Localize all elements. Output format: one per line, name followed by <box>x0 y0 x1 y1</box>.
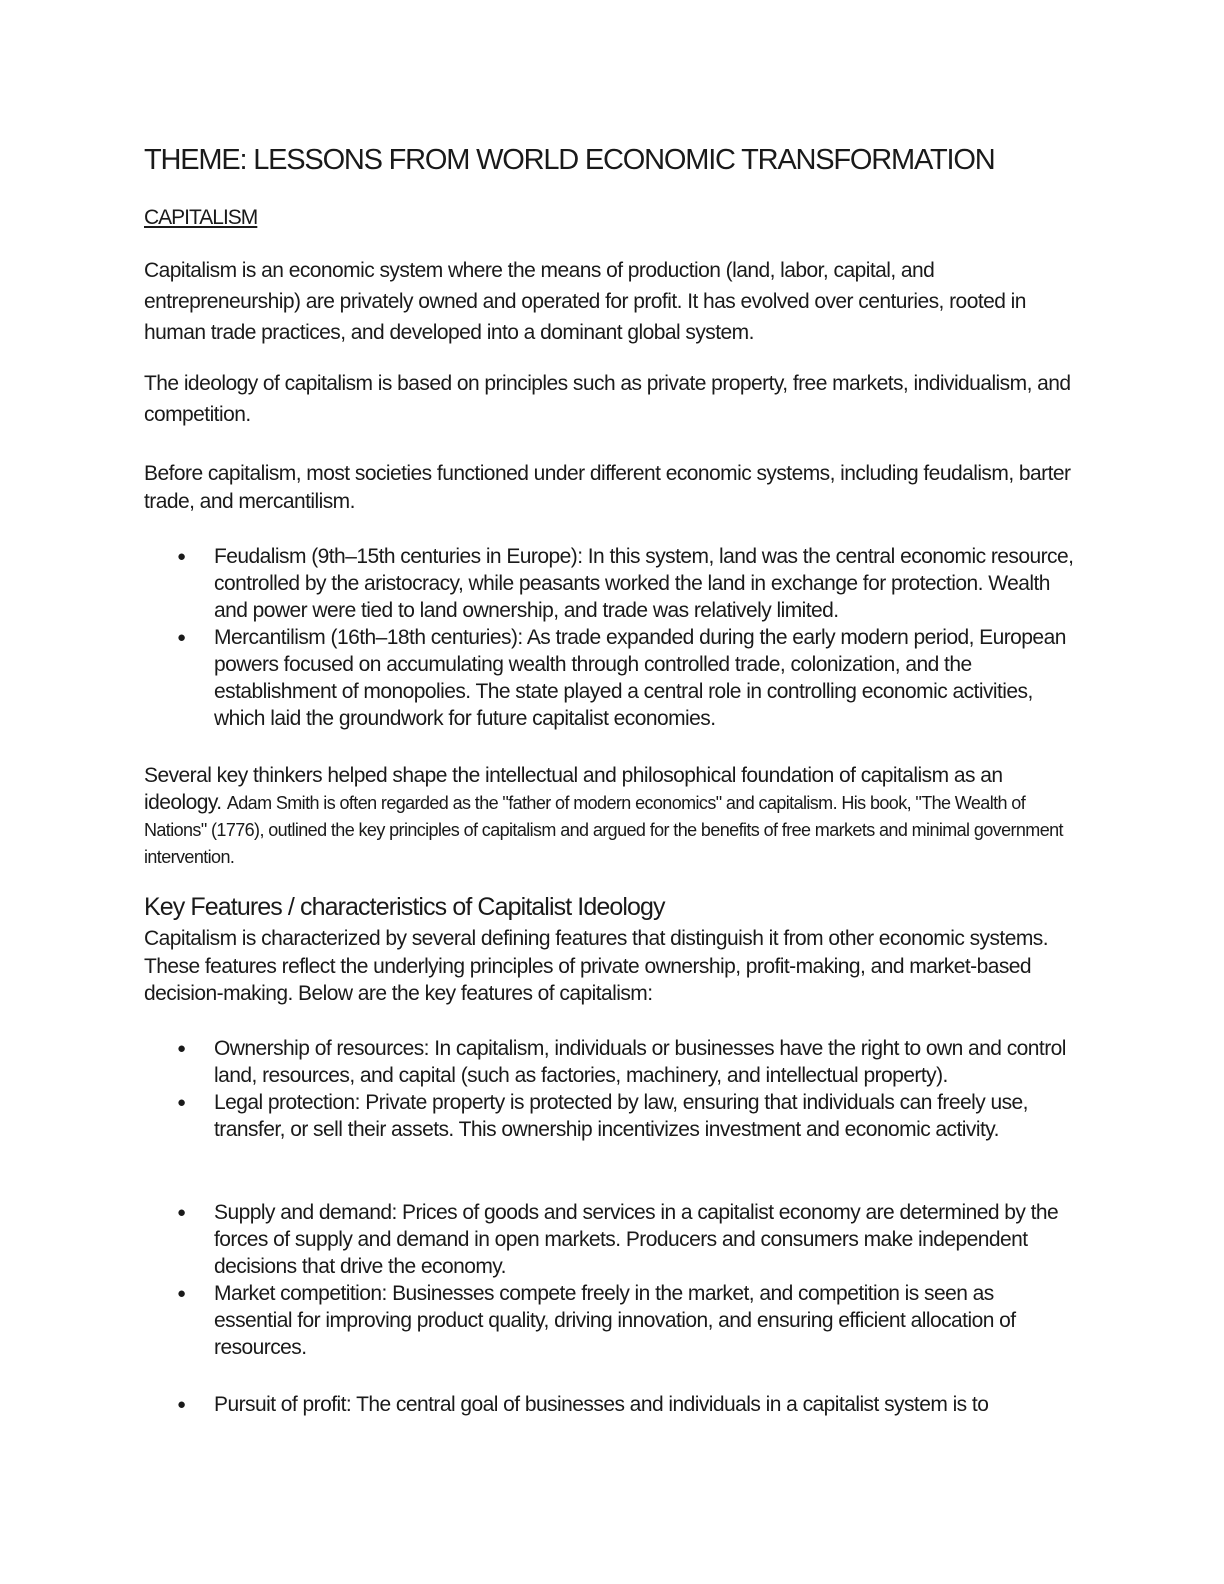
list-item-text: Mercantilism (16th–18th centuries): As trade expanded during the early modern period, European powers focused on accumulating wealth through controlled trade, colonization, and the establishment of monopolies. The state played a central role in controlling economic activities, which laid the groundwork for future capitalist economies. <box>214 626 1066 730</box>
list-item <box>144 543 1074 624</box>
list-item <box>144 1199 1074 1280</box>
pre-capitalism-list <box>144 543 1074 732</box>
bullet-icon: ● <box>177 1040 186 1057</box>
list-item <box>144 1089 1074 1143</box>
features-list-markets <box>144 1199 1074 1361</box>
list-item-text: Ownership of resources: In capitalism, individuals or businesses have the right to own and control land, resources, and capital (such as factories, machinery, and intellectual property). <box>214 1037 1066 1087</box>
list-item-text: Pursuit of profit: The central goal of businesses and individuals in a capitalist system is to <box>214 1393 989 1416</box>
paragraph-features-intro: Capitalism is characterized by several defining features that distinguish it from other economic systems. These features reflect the underlying principles of private ownership, profit-making, and market-based decision-making. Below are the key features of capitalism: <box>144 927 1049 1005</box>
list-item <box>144 1035 1074 1089</box>
section-heading-capitalism: CAPITALISM <box>144 206 258 229</box>
bullet-icon: ● <box>177 1285 186 1302</box>
paragraph-key-thinkers <box>144 762 1074 870</box>
paragraph-before-capitalism: Before capitalism, most societies functioned under different economic systems, including feudalism, barter trade, and mercantilism. <box>144 462 1071 513</box>
list-item-text: Feudalism (9th–15th centuries in Europe): In this system, land was the central economic resource, controlled by the aristocracy, while peasants worked the land in exchange for protection. Wealth and power were tied to land ownership, and trade was relatively limited. <box>214 545 1074 622</box>
bullet-icon: ● <box>177 629 186 646</box>
adam-smith-text: Adam Smith is often regarded as the "father of modern economics" and capitalism. His book, "The Wealth of Nations" (1776), outlined the key principles of capitalism and argued for the benefits of free markets and minimal government intervention. <box>144 793 1063 867</box>
list-item <box>144 1391 1074 1418</box>
subheading-key-features: Key Features / characteristics of Capitalist Ideology <box>144 893 665 921</box>
list-item-text: Legal protection: Private property is protected by law, ensuring that individuals can freely use, transfer, or sell their assets. This ownership incentivizes investment and economic activity. <box>214 1091 1028 1141</box>
bullet-icon: ● <box>177 1094 186 1111</box>
list-item-text: Supply and demand: Prices of goods and services in a capitalist economy are determined by the forces of supply and demand in open markets. Producers and consumers make independent decisions that drive the economy. <box>214 1201 1059 1278</box>
list-item-text: Market competition: Businesses compete freely in the market, and competition is seen as essential for improving product quality, driving innovation, and ensuring efficient allocation of resources. <box>214 1282 1016 1359</box>
paragraph-ideology: The ideology of capitalism is based on principles such as private property, free markets, individualism, and competition. <box>144 372 1071 426</box>
key-thinkers-text: Several key thinkers helped shape the intellectual and philosophical foundation of capitalism as an ideology. <box>144 764 1003 814</box>
list-item <box>144 624 1074 732</box>
paragraph-definition: Capitalism is an economic system where the means of production (land, labor, capital, and entrepreneurship) are privately owned and operated for profit. It has evolved over centuries, rooted in human trade practices, and developed into a dominant global system. <box>144 259 1026 344</box>
features-list-profit <box>144 1391 1074 1418</box>
bullet-icon: ● <box>177 1396 186 1413</box>
bullet-icon: ● <box>177 1204 186 1221</box>
features-list-ownership <box>144 1035 1074 1143</box>
document-title: THEME: LESSONS FROM WORLD ECONOMIC TRANSFORMATION <box>144 144 995 176</box>
list-item <box>144 1280 1074 1361</box>
bullet-icon: ● <box>177 548 186 565</box>
